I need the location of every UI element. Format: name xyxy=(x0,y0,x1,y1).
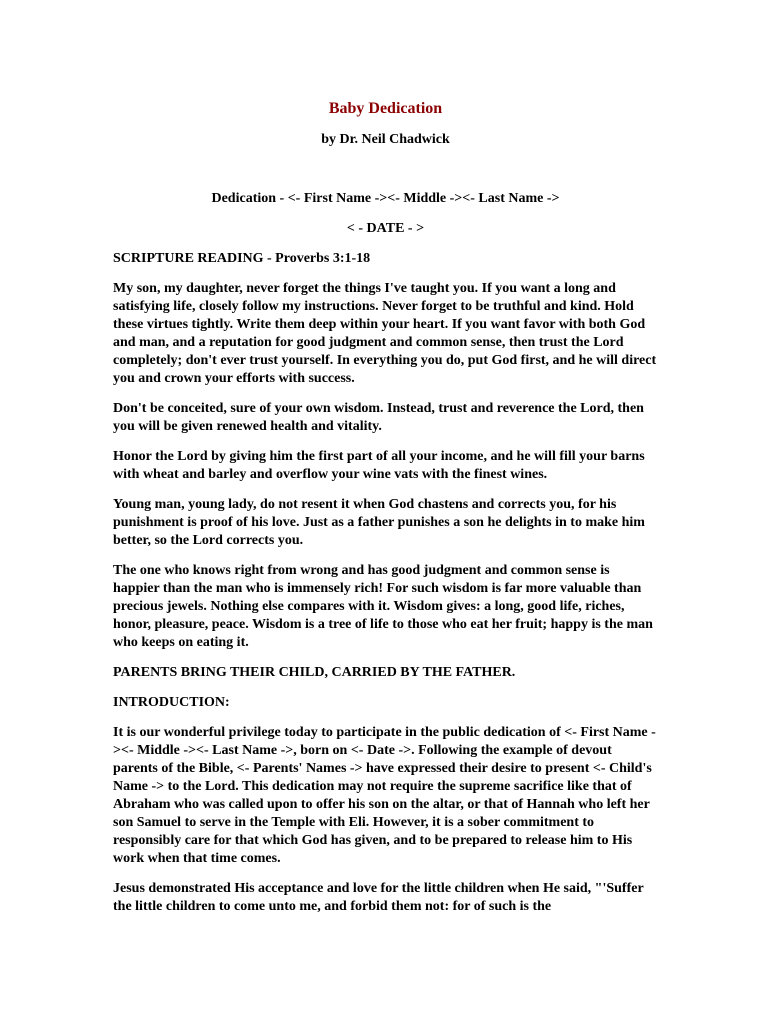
author-byline: by Dr. Neil Chadwick xyxy=(321,132,450,147)
body-paragraph: Don't be conceited, sure of your own wisdom. Instead, trust and reverence the Lord, then you will be given renewed health and vitality. xyxy=(113,401,644,434)
instruction-heading: PARENTS BRING THEIR CHILD, CARRIED BY THE FATHER. xyxy=(113,665,516,680)
body-paragraph: Honor the Lord by giving him the first part of all your income, and he will fill your barns with wheat and barley and overflow your wine vats with the finest wines. xyxy=(113,449,645,482)
dedication-line: Dedication - <- First Name -><- Middle -><- Last Name -> xyxy=(211,191,560,206)
body-paragraph: My son, my daughter, never forget the things I've taught you. If you want a long and satisfying life, closely follow my instructions. Never forget to be truthful and kind. Hold these virtues tightly. Write them deep within your heart. If you want favor with both God and man, and a reputation for good judgment and common sense, then trust the Lord completely; don't ever trust yourself. In everything you do, put God first, and he will direct you and crown your efforts with success. xyxy=(113,281,657,386)
document-page xyxy=(113,98,658,916)
body-paragraph: Jesus demonstrated His acceptance and love for the little children when He said, "'Suffer the little children to come unto me, and forbid them not: for of such is the xyxy=(113,881,644,914)
page-title: Baby Dedication xyxy=(328,100,443,117)
body-paragraph: It is our wonderful privilege today to participate in the public dedication of <- First Name -><- Middle -><- Last Name ->, born on <- Date ->. Following the example of devout parents of the Bible, <- Parents' Names -> have expressed their desire to present <- Child's Name -> to the Lord. This dedication may not require the supreme sacrifice like that of Abraham who was called upon to offer his son on the altar, or that of Hannah who left her son Samuel to serve in the Temple with Eli. However, it is a sober commitment to responsibly care for that which God has given, and to be prepared to release him to His work when that time comes. xyxy=(113,725,656,866)
date-line: < - DATE - > xyxy=(346,221,425,236)
scripture-heading: SCRIPTURE READING - Proverbs 3:1-18 xyxy=(113,251,371,266)
body-paragraph: The one who knows right from wrong and has good judgment and common sense is happier than the man who is immensely rich! For such wisdom is far more valuable than precious jewels. Nothing else compares with it. Wisdom gives: a long, good life, riches, honor, pleasure, peace. Wisdom is a tree of life to those who eat her fruit; happy is the man who keeps on eating it. xyxy=(113,563,653,650)
introduction-heading: INTRODUCTION: xyxy=(113,695,230,710)
body-paragraph: Young man, young lady, do not resent it when God chastens and corrects you, for his punishment is proof of his love. Just as a father punishes a son he delights in to make him better, so the Lord corrects you. xyxy=(113,497,645,548)
